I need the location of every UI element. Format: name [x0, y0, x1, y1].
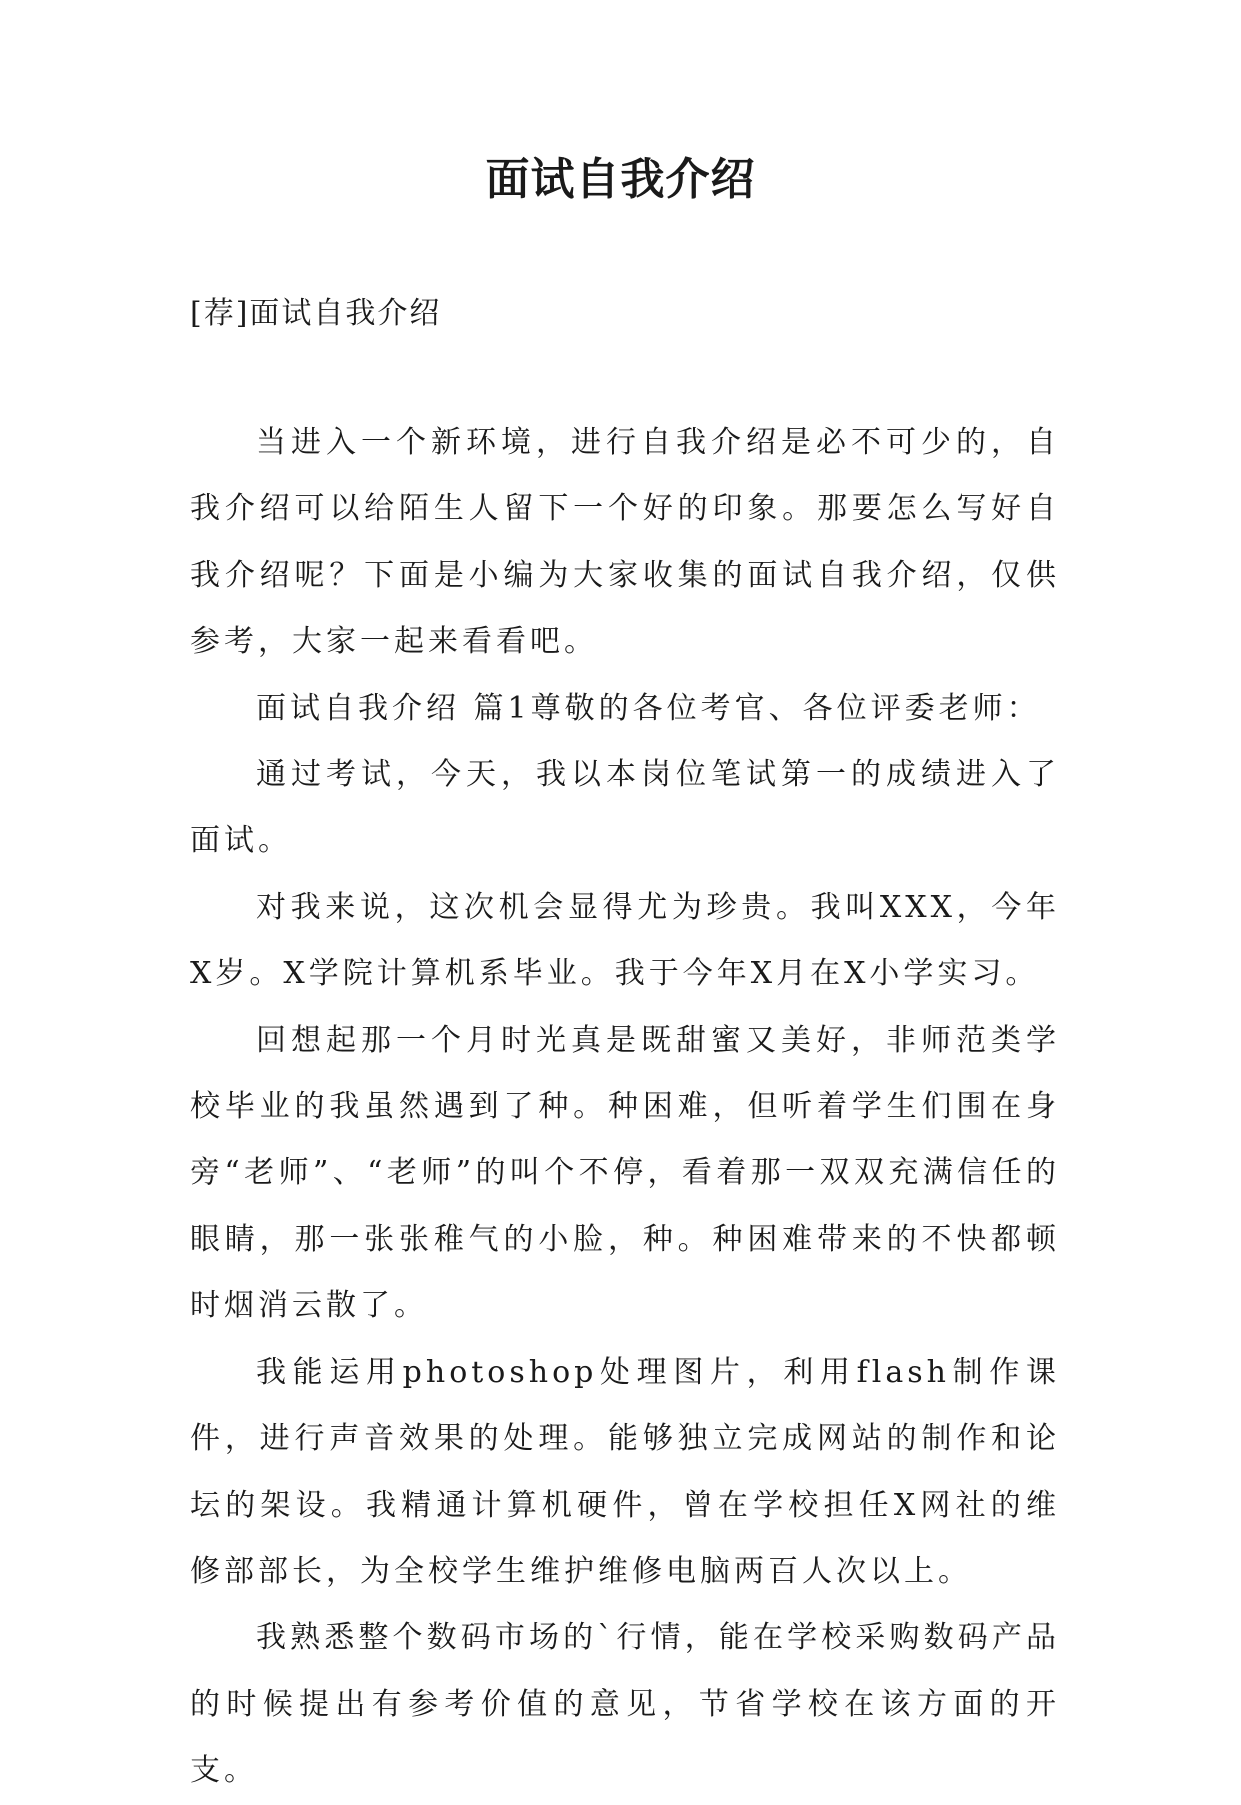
- paragraph: 我熟悉整个数码市场的`行情，能在学校采购数码产品的时候提出有参考价值的意见，节省学校在该方面的开支。: [190, 1620, 1060, 1789]
- paragraph: 通过考试，今天，我以本岗位笔试第一的成绩进入了面试。: [190, 757, 1060, 859]
- paragraph: 我能运用photoshop处理图片，利用flash制作课件，进行声音效果的处理。能够独立完成网站的制作和论坛的架设。我精通计算机硬件，曾在学校担任X网社的维修部部长，为全校学生维护维修电脑两百人次以上。: [190, 1354, 1060, 1589]
- document-body: [190, 410, 1060, 1805]
- document-subtitle: [荐]面试自我介绍: [190, 296, 442, 331]
- paragraph-intro: 当进入一个新环境，进行自我介绍是必不可少的，自我介绍可以给陌生人留下一个好的印象。那要怎么写好自我介绍呢？下面是小编为大家收集的面试自我介绍，仅供参考，大家一起来看看吧。: [190, 425, 1060, 660]
- document-title: 面试自我介绍: [485, 154, 756, 205]
- paragraph-heading: 面试自我介绍 篇1尊敬的各位考官、各位评委老师：: [256, 690, 1041, 726]
- paragraph: 对我来说，这次机会显得尤为珍贵。我叫XXX，今年X岁。X学院计算机系毕业。我于今年X月在X小学实习。: [190, 889, 1060, 992]
- paragraph: 回想起那一个月时光真是既甜蜜又美好，非师范类学校毕业的我虽然遇到了种。种困难，但听着学生们围在身旁“老师”、“老师”的叫个不停，看着那一双双充满信任的眼睛，那一张张稚气的小脸，种。种困难带来的不快都顿时烟消云散了。: [190, 1022, 1060, 1324]
